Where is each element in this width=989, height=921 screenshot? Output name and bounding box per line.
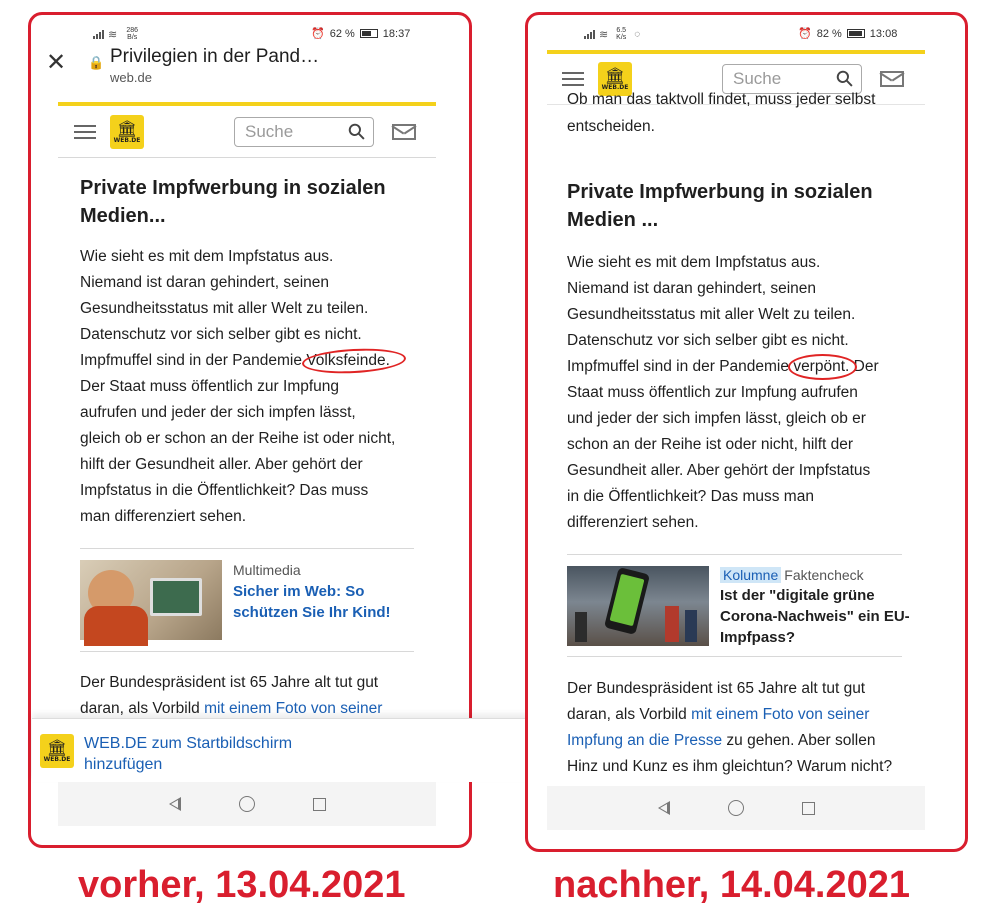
search-input[interactable]: Suche ⚲ — [722, 64, 862, 94]
wifi-icon: ≋ — [108, 28, 118, 41]
after-caption: nachher, 14.04.2021 — [553, 864, 911, 906]
previous-paragraph-end: entscheiden. — [567, 118, 655, 135]
data-rate: 6.5 K/s — [616, 27, 627, 41]
article-paragraph: Wie sieht es mit dem Impfstatus aus. Niemand ist daran gehindert, seinen Gesundheitsstatus mit aller Welt zu teilen. Datenschutz vor sich selber gibt es nicht. Impfmuffel sind in der Pandemie Volksfeinde. Der Staat muss öffentlich zur Impfung aufrufen und jeder der sich impfen lässt, gleich ob er schon an der Reihe ist oder nicht, hilft der Gesundheit aller. Aber gehört der Impfstatus in die Öffentlichkeit? Das muss man differenziert sehen. — [80, 244, 395, 530]
menu-icon[interactable] — [562, 72, 584, 86]
teaser-divider-bottom — [567, 656, 902, 657]
home-icon[interactable] — [239, 796, 255, 812]
webde-logo[interactable]: 🏛 WEB.DE — [598, 62, 632, 96]
teaser-divider-bottom — [80, 651, 414, 652]
site-header — [74, 110, 422, 154]
recent-apps-icon[interactable] — [802, 802, 815, 815]
next-paragraph: Der Bundespräsident ist 65 Jahre alt tut gut daran, als Vorbild mit einem Foto von seiner Impfung an die Presse zu gehen. Aber sollen Hinz und Kunz es ihm gleichtun? Warum nicht? — [567, 680, 893, 775]
whatsapp-icon: ◌ — [634, 28, 641, 40]
battery-icon — [847, 29, 865, 38]
lock-icon: 🔒 — [88, 56, 105, 71]
menu-icon[interactable] — [74, 125, 96, 139]
header-divider — [58, 157, 436, 158]
brand-accent-line — [58, 102, 436, 106]
back-icon[interactable] — [169, 797, 181, 811]
webde-logo[interactable]: 🏛 WEB.DE — [110, 115, 144, 149]
article-paragraph: Wie sieht es mit dem Impfstatus aus. Niemand ist daran gehindert, seinen Gesundheitsstatus mit aller Welt zu teilen. Datenschutz vor sich selber gibt es nicht. Impfmuffel sind in der Pandemie verpönt. Der Staat muss öffentlich zur Impfung aufrufen und jeder der sich impfen lässt, gleich ob er schon an der Reihe ist oder nicht, hilft der Gesundheit aller. Aber gehört der Impfstatus in die Öffentlichkeit? Das muss man differenziert sehen. — [567, 254, 879, 531]
page-url[interactable]: web.de — [110, 70, 152, 85]
clock: 13:08 — [869, 27, 898, 40]
add-to-homescreen-link[interactable]: WEB.DE zum Startbildschirm hinzufügen — [84, 735, 293, 773]
teaser-title[interactable]: Sicher im Web: So schützen Sie Ihr Kind! — [233, 583, 391, 621]
alarm-icon: ⏰ — [311, 28, 325, 40]
teaser-kicker: Faktencheck — [784, 567, 864, 583]
signal-indicators — [584, 27, 640, 41]
temple-icon: 🏛 — [116, 118, 138, 138]
brand-accent-line — [547, 50, 925, 54]
temple-icon: 🏛 — [46, 737, 68, 757]
mail-icon[interactable] — [392, 124, 416, 140]
next-paragraph: Der Bundespräsident ist 65 Jahre alt tut gut daran, als Vorbild mit einem Foto von seiner — [80, 674, 383, 717]
back-icon[interactable] — [658, 801, 670, 815]
article-subheading: Private Impfwerbung in sozialen Medien ... — [567, 181, 873, 231]
alarm-icon: ⏰ — [798, 28, 812, 40]
highlighted-word: verpönt. — [793, 354, 849, 380]
highlighted-word: Volksfeinde. — [306, 348, 390, 374]
search-icon[interactable]: ⚲ — [830, 64, 860, 94]
teaser-divider-top — [567, 554, 902, 555]
teaser-kicker: Multimedia — [233, 562, 301, 578]
wifi-icon: ≋ — [599, 28, 609, 41]
teaser-card[interactable] — [80, 560, 391, 640]
search-icon[interactable]: ⚲ — [342, 117, 372, 147]
signal-icon — [584, 29, 595, 39]
annotation-circle — [788, 354, 857, 380]
data-rate: 286 B/s — [126, 27, 139, 41]
webde-logo: 🏛 WEB.DE — [40, 734, 74, 768]
teaser-title[interactable]: Ist der "digitale grüne Corona-Nachweis" ein EU- Impfpass? — [720, 587, 910, 646]
annotation-circle — [302, 346, 407, 375]
teaser-image[interactable] — [567, 566, 709, 646]
temple-icon: 🏛 — [604, 65, 626, 85]
status-bar — [528, 23, 965, 45]
mail-icon[interactable] — [880, 71, 904, 87]
status-right — [798, 27, 897, 40]
clock: 18:37 — [382, 27, 411, 40]
article-link[interactable]: mit einem Foto von seiner — [691, 706, 870, 723]
article-link-continued[interactable]: Impfung an die Presse — [567, 732, 723, 749]
article-subheading: Private Impfwerbung in sozialen Medien... — [80, 177, 386, 227]
battery-percent: 62 % — [329, 27, 355, 40]
home-icon[interactable] — [728, 800, 744, 816]
battery-percent: 82 % — [816, 27, 842, 40]
teaser-card[interactable] — [567, 566, 910, 648]
teaser-divider-top — [80, 548, 414, 549]
android-nav-bar — [547, 786, 925, 830]
before-caption: vorher, 13.04.2021 — [78, 864, 406, 906]
scrolled-text-fragment: Ob man das taktvoll findet, muss jeder selbst — [567, 91, 876, 108]
page-title: Privilegien in der Pand… — [110, 46, 320, 67]
search-input[interactable]: Suche ⚲ — [234, 117, 374, 147]
teaser-image[interactable] — [80, 560, 222, 640]
android-nav-bar — [58, 782, 436, 826]
recent-apps-icon[interactable] — [313, 798, 326, 811]
article-link[interactable]: mit einem Foto von seiner — [204, 700, 383, 717]
column-tag[interactable]: Kolumne — [720, 567, 781, 583]
close-tab-icon[interactable]: ✕ — [46, 48, 67, 76]
